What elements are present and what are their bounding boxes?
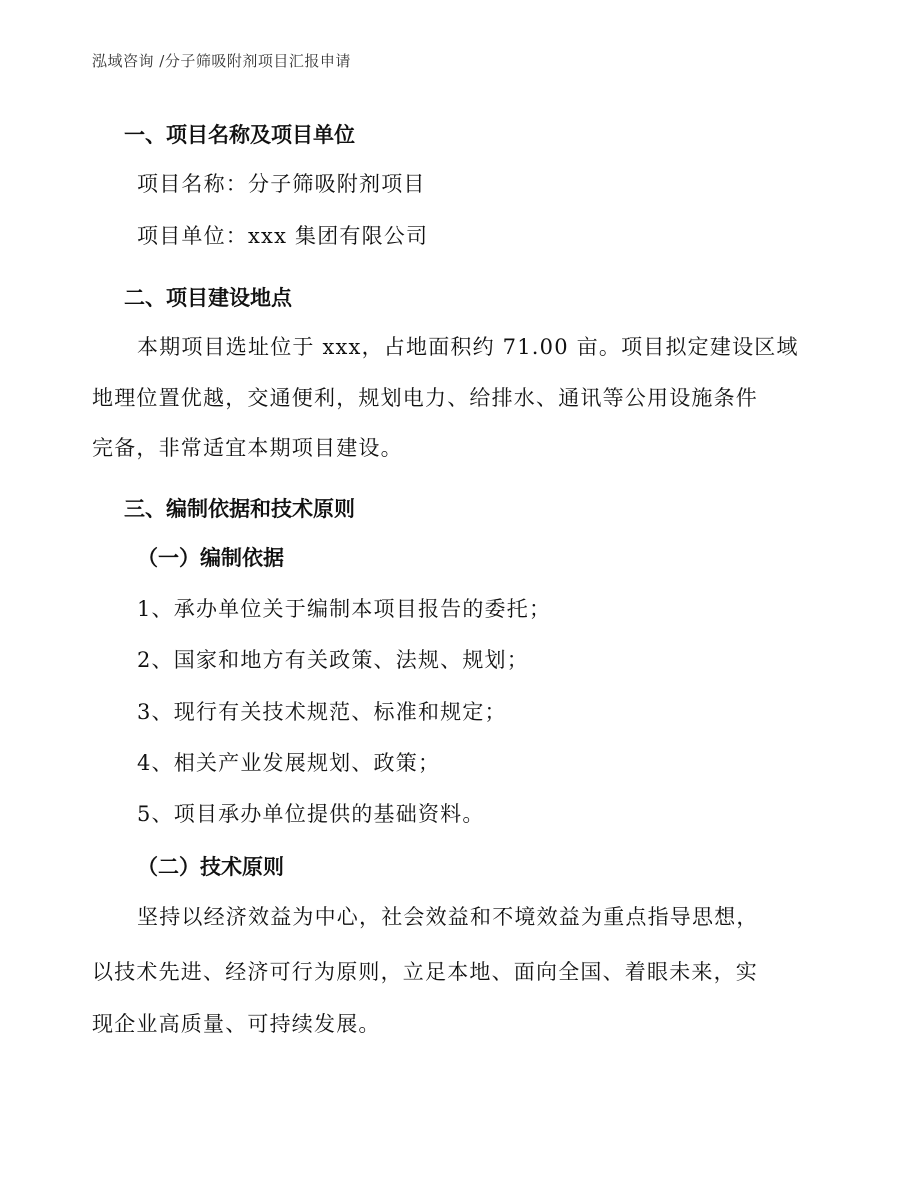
list-item: 1、承办单位关于编制本项目报告的委托； (137, 597, 552, 621)
project-unit-line: 项目单位：xxx 集团有限公司 (137, 224, 429, 248)
paragraph-line: 完备，非常适宜本期项目建设。 (92, 436, 403, 460)
paragraph-line: 现企业高质量、可持续发展。 (92, 1012, 381, 1036)
paragraph-line: 本期项目选址位于 xxx，占地面积约 71.00 亩。项目拟定建设区域 (137, 335, 799, 359)
list-item: 3、现行有关技术规范、标准和规定； (137, 700, 507, 724)
section-heading-3: 三、编制依据和技术原则 (124, 497, 355, 521)
list-item: 2、国家和地方有关政策、法规、规划； (137, 648, 529, 672)
paragraph-line: 以技术先进、经济可行为原则，立足本地、面向全国、着眼未来，实 (92, 960, 758, 984)
section-heading-2: 二、项目建设地点 (124, 286, 292, 310)
paragraph-line: 坚持以经济效益为中心，社会效益和不境效益为重点指导思想， (137, 905, 759, 929)
subsection-heading-2: （二）技术原则 (137, 855, 284, 879)
paragraph-line: 地理位置优越，交通便利，规划电力、给排水、通讯等公用设施条件 (92, 386, 758, 410)
project-name-line: 项目名称：分子筛吸附剂项目 (137, 172, 426, 196)
subsection-heading-1: （一）编制依据 (137, 546, 284, 570)
section-heading-1: 一、项目名称及项目单位 (124, 123, 355, 147)
list-item: 4、相关产业发展规划、政策； (137, 751, 441, 775)
page-header: 泓域咨询 /分子筛吸附剂项目汇报申请 (92, 52, 351, 70)
list-item: 5、项目承办单位提供的基础资料。 (137, 802, 485, 826)
